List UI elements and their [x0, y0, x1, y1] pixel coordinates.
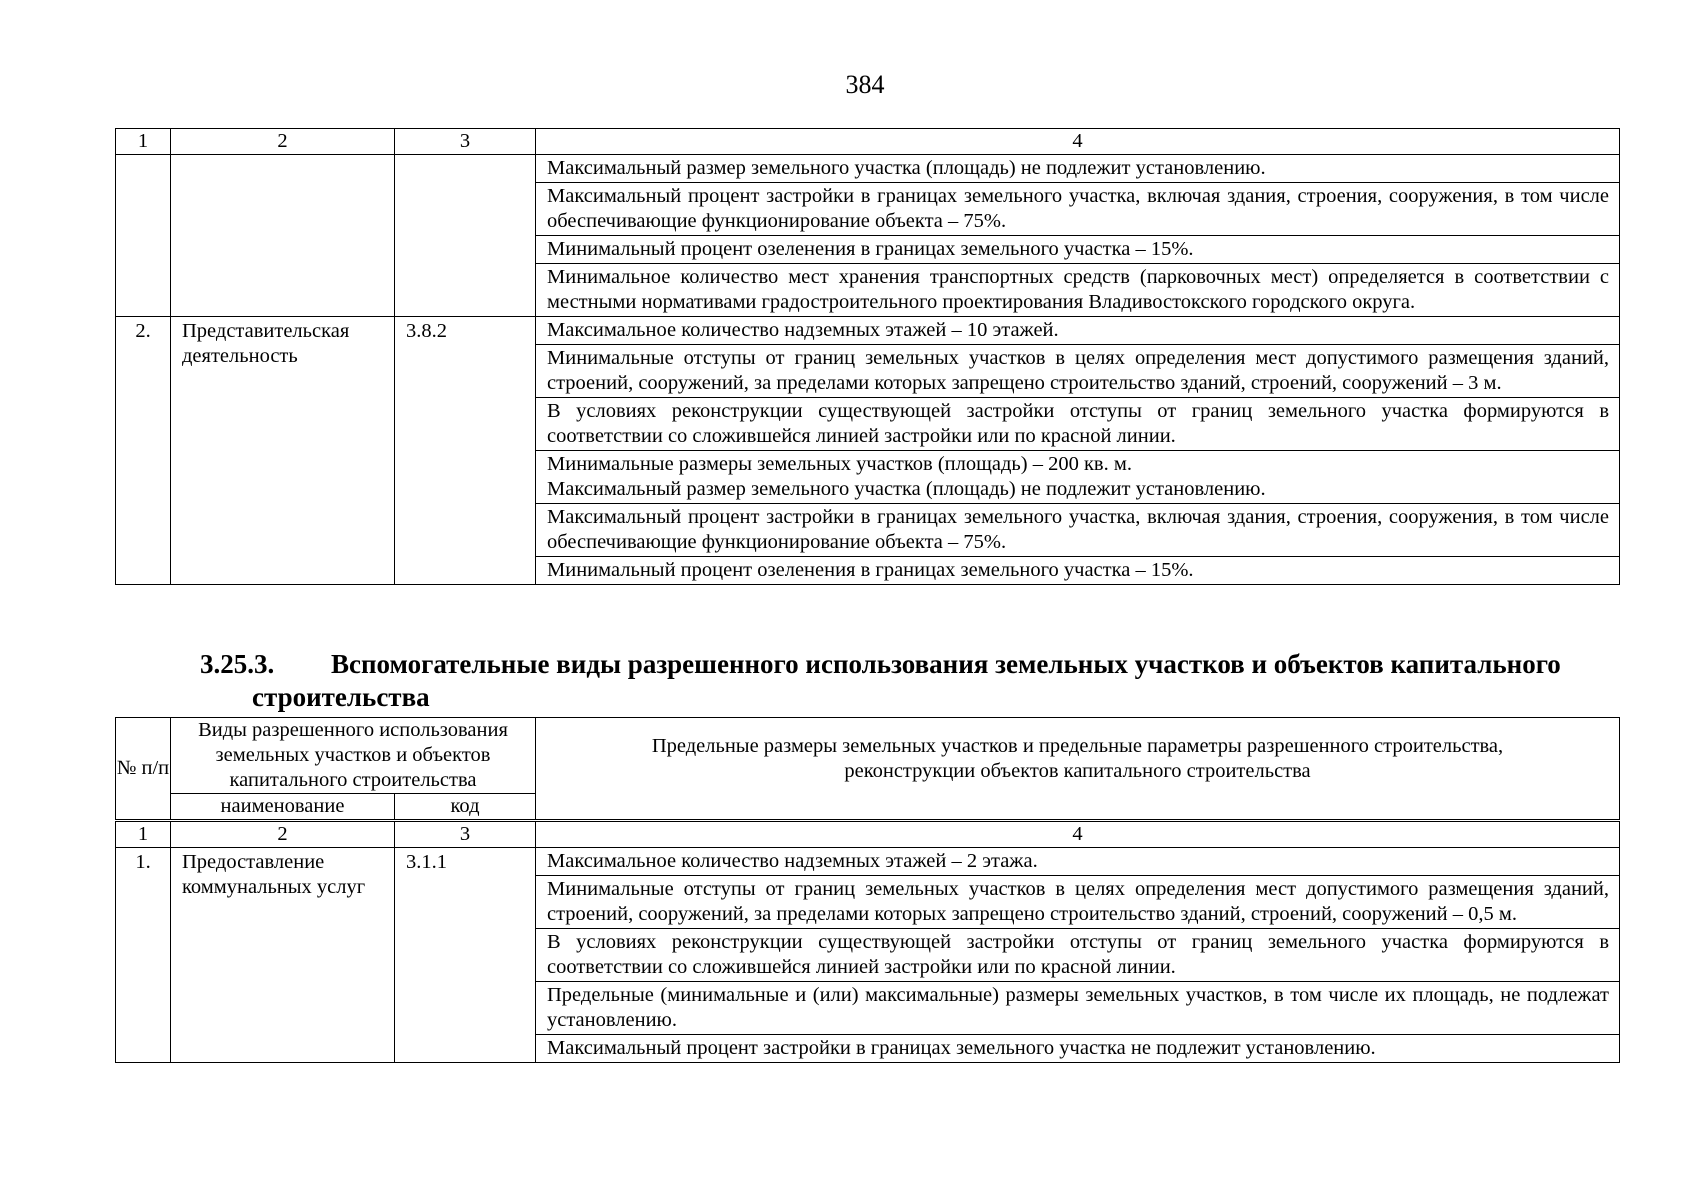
- empty-cell: [171, 155, 395, 317]
- regulations-table-continued: [115, 128, 1620, 585]
- section-heading: [200, 648, 1620, 714]
- empty-cell: [116, 155, 171, 317]
- parameter-cell: В условиях реконструкции существующей застройки отступы от границ земельного участка формируются в соответствии со сложившейся линией застройки или по красной линии.: [536, 398, 1620, 451]
- page-number: 384: [845, 70, 885, 99]
- column-number: 2: [171, 129, 395, 155]
- parameter-cell: В условиях реконструкции существующей застройки отступы от границ земельного участка формируются в соответствии со сложившейся линией застройки или по красной линии.: [536, 929, 1620, 982]
- parameter-line: Максимальный размер земельного участка (площадь) не подлежит установлению.: [547, 478, 1266, 500]
- header-code: код: [395, 794, 536, 821]
- column-number-row: [116, 821, 1620, 848]
- header-parameters: Предельные размеры земельных участков и предельные параметры разрешенного строительства, реконструкции объектов капитального строительства: [536, 718, 1620, 821]
- column-number: 3: [395, 821, 536, 848]
- parameter-cell: [536, 451, 1620, 504]
- auxiliary-uses-table: [115, 717, 1620, 1063]
- use-type-name: Предоставление коммунальных услуг: [171, 848, 395, 1063]
- header-row: [116, 718, 1620, 794]
- row-number: 2.: [116, 317, 171, 585]
- parameter-cell: Минимальные отступы от границ земельных участков в целях определения мест допустимого размещения зданий, строений, сооружений, за пределами которых запрещено строительство зданий, строений, сооружений – 0,5 м.: [536, 876, 1620, 929]
- column-number: 1: [116, 129, 171, 155]
- parameter-line: Минимальные размеры земельных участков (площадь) – 200 кв. м.: [547, 453, 1132, 475]
- table-row: [116, 848, 1620, 876]
- parameter-cell: Максимальное количество надземных этажей – 2 этажа.: [536, 848, 1620, 876]
- column-number-row: [116, 129, 1620, 155]
- parameter-cell: Минимальный процент озеленения в границах земельного участка – 15%.: [536, 557, 1620, 585]
- use-type-code: 3.1.1: [395, 848, 536, 1063]
- row-number: 1.: [116, 848, 171, 1063]
- parameter-cell: Предельные (минимальные и (или) максимальные) размеры земельных участков, в том числе их площадь, не подлежат установлению.: [536, 982, 1620, 1035]
- section-title-line1: Вспомогательные виды разрешенного использования земельных участков и объектов капитального: [331, 649, 1561, 679]
- parameter-cell: Максимальный процент застройки в границах земельного участка не подлежит установлению.: [536, 1035, 1620, 1063]
- column-number: 2: [171, 821, 395, 848]
- parameter-cell: Минимальные отступы от границ земельных участков в целях определения мест допустимого размещения зданий, строений, сооружений, за пределами которых запрещено строительство зданий, строений, сооружений – 3 м.: [536, 345, 1620, 398]
- header-name: наименование: [171, 794, 395, 821]
- column-number: 3: [395, 129, 536, 155]
- column-number: 4: [536, 129, 1620, 155]
- parameter-cell: Максимальный процент застройки в границах земельного участка, включая здания, строения, сооружения, в том числе обеспечивающие функционирование объекта – 75%.: [536, 504, 1620, 557]
- table-row: [116, 317, 1620, 345]
- section-title-line2: строительства: [252, 682, 430, 712]
- column-number: 4: [536, 821, 1620, 848]
- use-type-code: 3.8.2: [395, 317, 536, 585]
- table-row: [116, 155, 1620, 183]
- section-number: 3.25.3.: [200, 649, 275, 679]
- parameter-cell: Максимальное количество надземных этажей – 10 этажей.: [536, 317, 1620, 345]
- parameter-cell: Максимальный размер земельного участка (площадь) не подлежит установлению.: [536, 155, 1620, 183]
- parameter-cell: Минимальное количество мест хранения транспортных средств (парковочных мест) определяется в соответствии с местными нормативами градостроительного проектирования Владивостокского городского округа.: [536, 264, 1620, 317]
- use-type-name: Представительская деятельность: [171, 317, 395, 585]
- column-number: 1: [116, 821, 171, 848]
- parameter-cell: Максимальный процент застройки в границах земельного участка, включая здания, строения, сооружения, в том числе обеспечивающие функционирование объекта – 75%.: [536, 183, 1620, 236]
- empty-cell: [395, 155, 536, 317]
- parameter-cell: Минимальный процент озеленения в границах земельного участка – 15%.: [536, 236, 1620, 264]
- header-use-types: Виды разрешенного использования земельных участков и объектов капитального строительства: [171, 718, 536, 794]
- header-number: № п/п: [116, 718, 171, 821]
